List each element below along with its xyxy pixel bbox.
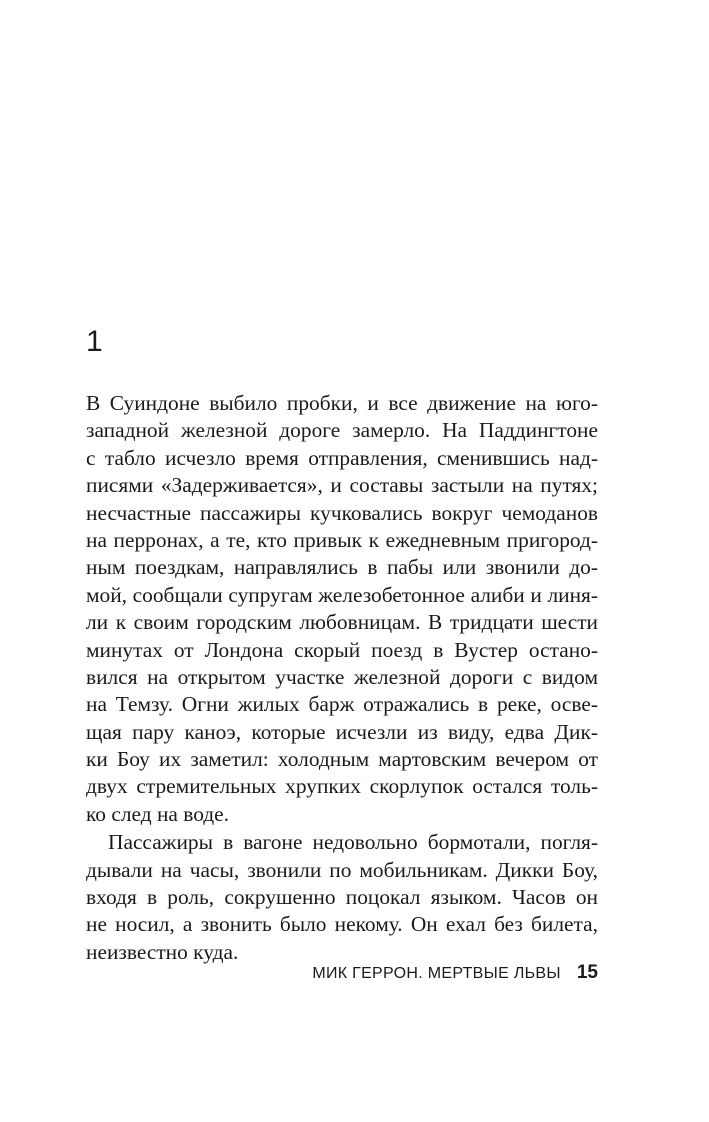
text-line: писями «Задерживается», и составы застыли на путях; [86, 473, 598, 498]
running-head: МИК ГЕРРОН. МЕРТВЫЕ ЛЬВЫ [312, 965, 561, 982]
text-line: Пассажиры в вагоне недовольно бормотали, погля- [108, 830, 598, 855]
text-line: на Темзу. Огни жилых барж отражались в реке, осве- [86, 692, 598, 717]
text-line: ным поездкам, направлялись в пабы или звонили до- [86, 555, 598, 580]
text-line: вился на открытом участке железной дороги с видом [86, 664, 598, 689]
page-footer [86, 962, 598, 988]
text-line: ки Боу их заметил: холодным мартовским вечером от [86, 747, 598, 772]
text-line: неизвестно куда. [86, 939, 239, 964]
text-line: мой, сообщали супругам железобетонное алиби и линя- [86, 582, 598, 607]
text-line: дывали на часы, звонили по мобильникам. Дикки Боу, [86, 857, 598, 882]
text-line: ко след на воде. [86, 801, 230, 826]
text-line: с табло исчезло время отправления, сменившись над- [86, 445, 598, 470]
text-line: на перронах, а те, кто привык к ежедневным пригород- [86, 527, 598, 552]
paragraph-1 [86, 390, 598, 828]
text-line: не носил, а звонить было некому. Он ехал без билета, [86, 912, 598, 937]
text-line: ли к своим городским любовницам. В тридцати шести [86, 610, 598, 635]
text-line: западной железной дороге замерло. На Паддингтоне [86, 418, 598, 443]
text-line: несчастные пассажиры кучковались вокруг чемоданов [86, 500, 598, 525]
paragraph-2 [86, 829, 598, 966]
text-line: минутах от Лондона скорый поезд в Вустер остано- [86, 637, 598, 662]
text-line: двух стремительных хрупких скорлупок остался толь- [86, 774, 598, 799]
text-line: В Суиндоне выбило пробки, и все движение на юго- [86, 391, 598, 415]
text-line: щая пару каноэ, которые исчезли из виду, едва Дик- [86, 719, 598, 744]
body-text [86, 390, 598, 966]
text-line: входя в роль, сокрушенно поцокал языком. Часов он [86, 885, 598, 910]
page-number: 15 [576, 962, 598, 983]
chapter-number: 1 [86, 325, 103, 358]
